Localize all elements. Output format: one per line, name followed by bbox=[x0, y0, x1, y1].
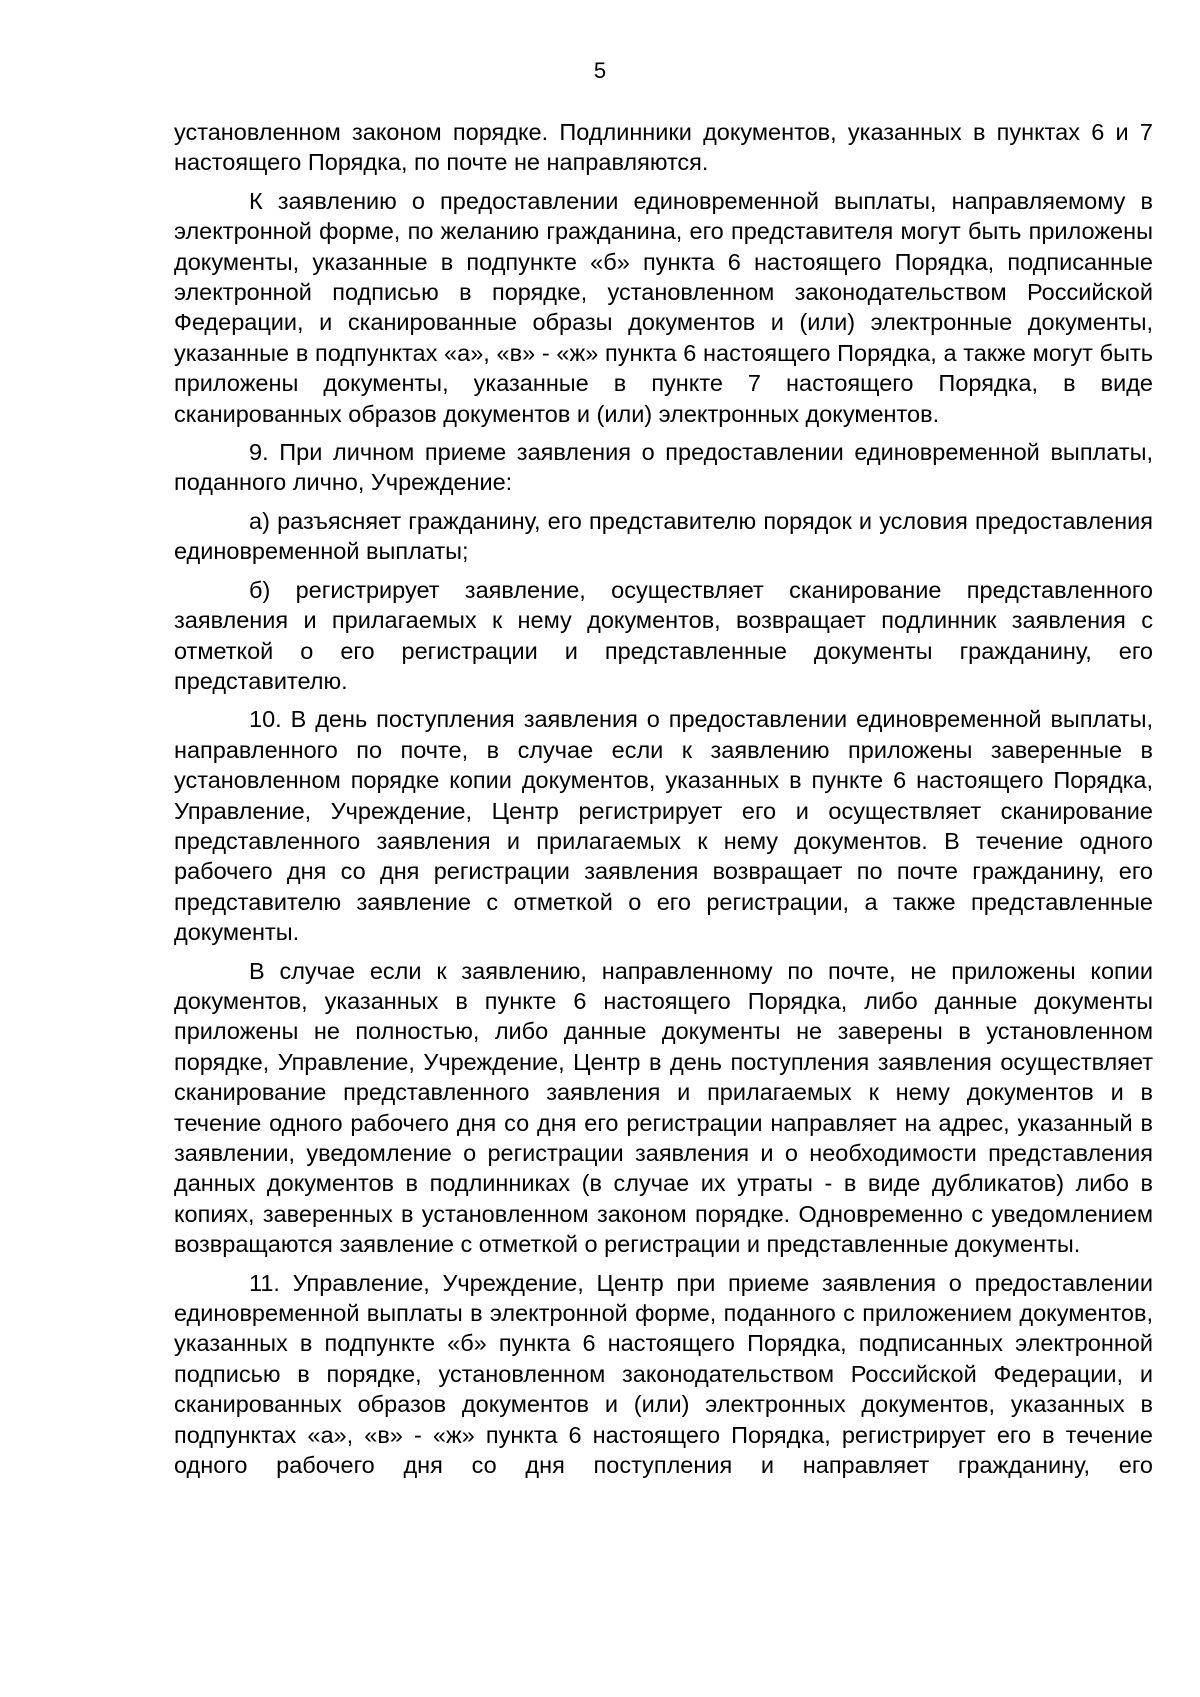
paragraph-item-10-mail-incomplete: В случае если к заявлению, направленному по почте, не приложены копии документов, указанных в пункте 6 настоящего Порядка, либо данные документы приложены не полностью, либо данные документы не заверены в установленном порядке, Управление, Учреждение, Центр в день поступления заявления осуществляет сканирование представленного заявления и прилагаемых к нему документов и в течение одного рабочего дня со дня его регистрации направляет на адрес, указанный в заявлении, уведомление о регистрации заявления и о необходимости представления данных документов в подлинниках (в случае их утраты - в виде дубликатов) либо в копиях, заверенных в установленном законом порядке. Одновременно с уведомлением возвращаются заявление с отметкой о регистрации и представленные документы. bbox=[174, 957, 1153, 1258]
paragraph-electronic-attachments: К заявлению о предоставлении единовременной выплаты, направляемому в электронной форме, по желанию гражданина, его представителя могут быть приложены документы, указанные в подпункте «б» пункта 6 настоящего Порядка, подписанные электронной подписью в порядке, установленном законодательством Российской Федерации, и сканированные образы документов и (или) электронные документы, указанные в подпунктах «а», «в» - «ж» пункта 6 настоящего Порядка, а также могут быть приложены документы, указанные в пункте 7 настоящего Порядка, в виде сканированных образов документов и (или) электронных документов. bbox=[174, 187, 1153, 427]
paragraph-item-9-a: а) разъясняет гражданину, его представителю порядок и условия предоставления единовременной выплаты; bbox=[174, 507, 1153, 565]
paragraph-item-9: 9. При личном приеме заявления о предоставлении единовременной выплаты, поданного лично, Учреждение: bbox=[174, 439, 1153, 496]
document-body bbox=[174, 117, 1153, 1488]
paragraph-continuation: установленном законом порядке. Подлинники документов, указанных в пунктах 6 и 7 настоящего Порядка, по почте не направляются. bbox=[174, 119, 1153, 176]
page-number: 5 bbox=[593, 58, 607, 83]
paragraph-item-10: 10. В день поступления заявления о предоставлении единовременной выплаты, направленного по почте, в случае если к заявлению приложены заверенные в установленном порядке копии документов, указанных в пункте 6 настоящего Порядка, Управление, Учреждение, Центр регистрирует его и осуществляет сканирование представленного заявления и прилагаемых к нему документов. В течение одного рабочего дня со дня регистрации заявления возвращает по почте гражданину, его представителю заявление с отметкой о его регистрации, а также представленные документы. bbox=[174, 706, 1153, 946]
paragraph-item-9-b: б) регистрирует заявление, осуществляет сканирование представленного заявления и прилагаемых к нему документов, возвращает подлинник заявления с отметкой о его регистрации и представленные документы гражданину, его представителю. bbox=[174, 576, 1153, 694]
paragraph-item-11: 11. Управление, Учреждение, Центр при приеме заявления о предоставлении единовременной выплаты в электронной форме, поданного с приложением документов, указанных в подпункте «б» пункта 6 настоящего Порядка, подписанных электронной подписью в порядке, установленном законодательством Российской Федерации, и сканированных образов документов и (или) электронных документов, указанных в подпунктах «а», «в» - «ж» пункта 6 настоящего Порядка, регистрирует его в течение одного рабочего дня со дня поступления и направляет гражданину, его bbox=[174, 1269, 1153, 1479]
